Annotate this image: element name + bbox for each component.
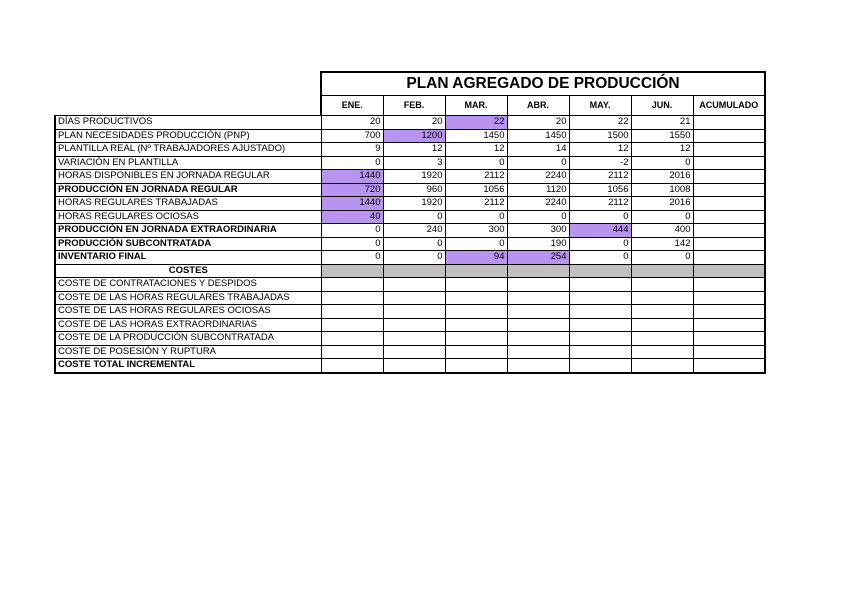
cost-cell[interactable]	[321, 359, 383, 373]
cost-label[interactable]: COSTE DE CONTRATACIONES Y DESPIDOS	[55, 278, 321, 292]
data-cell[interactable]: 0	[445, 210, 507, 224]
cost-cell[interactable]	[631, 291, 693, 305]
cost-cell[interactable]	[383, 305, 445, 319]
cost-cell[interactable]	[445, 332, 507, 346]
cost-cell[interactable]	[569, 291, 631, 305]
data-cell[interactable]: 20	[321, 116, 383, 130]
row-label[interactable]: PLAN NECESIDADES PRODUCCIÓN (PNP)	[55, 129, 321, 143]
row-label[interactable]: PRODUCCIÓN SUBCONTRATADA	[55, 237, 321, 251]
row-label[interactable]: HORAS REGULARES TRABAJADAS	[55, 197, 321, 211]
cost-cell[interactable]	[569, 332, 631, 346]
data-cell[interactable]: 2240	[507, 197, 569, 211]
column-header-feb[interactable]: FEB.	[383, 96, 445, 116]
cost-label[interactable]: COSTE TOTAL INCREMENTAL	[55, 359, 321, 373]
data-cell[interactable]: 0	[445, 237, 507, 251]
cost-cell[interactable]	[445, 359, 507, 373]
data-cell[interactable]: 0	[445, 156, 507, 170]
column-header-may[interactable]: MAY.	[569, 96, 631, 116]
table-row	[55, 143, 765, 157]
data-cell[interactable]: 1200	[383, 129, 445, 143]
data-cell[interactable]: 12	[383, 143, 445, 157]
data-cell[interactable]: 1056	[569, 183, 631, 197]
cost-row	[55, 291, 765, 305]
cost-row	[55, 332, 765, 346]
data-cell[interactable]: 190	[507, 237, 569, 251]
table-row	[55, 197, 765, 211]
table-row	[55, 170, 765, 184]
blank-cell	[55, 72, 321, 96]
cost-row	[55, 318, 765, 332]
data-cell[interactable]: 2112	[569, 170, 631, 184]
data-cell[interactable]: 0	[383, 210, 445, 224]
cost-cell[interactable]	[445, 318, 507, 332]
cost-cell[interactable]	[507, 278, 569, 292]
data-cell[interactable]: 3	[383, 156, 445, 170]
column-header-ene[interactable]: ENE.	[321, 96, 383, 116]
cost-cell[interactable]	[321, 332, 383, 346]
column-header-acumulado[interactable]: ACUMULADO	[693, 96, 765, 116]
cost-cell[interactable]	[693, 345, 765, 359]
cost-label[interactable]: COSTE DE LAS HORAS EXTRAORDINARIAS	[55, 318, 321, 332]
table-row	[55, 116, 765, 130]
cost-cell[interactable]	[321, 291, 383, 305]
cost-cell[interactable]	[693, 359, 765, 373]
data-cell[interactable]: 444	[569, 224, 631, 238]
table-row	[55, 210, 765, 224]
data-cell[interactable]	[693, 224, 765, 238]
data-cell[interactable]	[693, 116, 765, 130]
section-fill-cell[interactable]	[321, 264, 383, 278]
section-fill-cell[interactable]	[445, 264, 507, 278]
data-cell[interactable]: -2	[569, 156, 631, 170]
data-cell[interactable]: 0	[321, 156, 383, 170]
cost-cell[interactable]	[383, 332, 445, 346]
data-cell[interactable]: 0	[569, 237, 631, 251]
cost-cell[interactable]	[693, 305, 765, 319]
cost-cell[interactable]	[631, 318, 693, 332]
table-row	[55, 156, 765, 170]
data-cell[interactable]: 0	[631, 251, 693, 265]
cost-cell[interactable]	[507, 359, 569, 373]
cost-cell[interactable]	[693, 278, 765, 292]
data-cell[interactable]: 94	[445, 251, 507, 265]
data-cell[interactable]	[693, 210, 765, 224]
row-label[interactable]: PRODUCCIÓN EN JORNADA REGULAR	[55, 183, 321, 197]
data-cell[interactable]: 1450	[507, 129, 569, 143]
data-cell[interactable]: 1920	[383, 197, 445, 211]
column-header-mar[interactable]: MAR.	[445, 96, 507, 116]
data-cell[interactable]: 14	[507, 143, 569, 157]
data-cell[interactable]: 2016	[631, 170, 693, 184]
row-label[interactable]: HORAS REGULARES OCIOSAS	[55, 210, 321, 224]
data-cell[interactable]: 12	[445, 143, 507, 157]
cost-row	[55, 345, 765, 359]
cost-cell[interactable]	[507, 332, 569, 346]
data-cell[interactable]: 2112	[569, 197, 631, 211]
row-label[interactable]: PRODUCCIÓN EN JORNADA EXTRAORDINARIA	[55, 224, 321, 238]
data-cell[interactable]: 9	[321, 143, 383, 157]
data-cell[interactable]: 960	[383, 183, 445, 197]
data-cell[interactable]: 700	[321, 129, 383, 143]
data-cell[interactable]: 2016	[631, 197, 693, 211]
data-cell[interactable]: 0	[383, 237, 445, 251]
data-cell[interactable]: 300	[445, 224, 507, 238]
spreadsheet	[54, 71, 766, 374]
cost-cell[interactable]	[569, 345, 631, 359]
blank-cell	[55, 96, 321, 116]
data-cell[interactable]: 400	[631, 224, 693, 238]
table-row	[55, 237, 765, 251]
data-cell[interactable]: 22	[445, 116, 507, 130]
data-cell[interactable]: 0	[507, 156, 569, 170]
cost-row	[55, 305, 765, 319]
data-cell[interactable]: 2112	[445, 197, 507, 211]
cost-cell[interactable]	[383, 278, 445, 292]
row-label[interactable]: DÍAS PRODUCTIVOS	[55, 116, 321, 130]
table-row	[55, 183, 765, 197]
section-fill-cell[interactable]	[693, 264, 765, 278]
data-cell[interactable]	[693, 197, 765, 211]
cost-label[interactable]: COSTE DE LAS HORAS REGULARES OCIOSAS	[55, 305, 321, 319]
cost-cell[interactable]	[693, 318, 765, 332]
section-fill-cell[interactable]	[631, 264, 693, 278]
cost-cell[interactable]	[631, 359, 693, 373]
data-cell[interactable]	[693, 156, 765, 170]
cost-cell[interactable]	[445, 278, 507, 292]
data-cell[interactable]: 1120	[507, 183, 569, 197]
cost-cell[interactable]	[631, 278, 693, 292]
data-cell[interactable]: 22	[569, 116, 631, 130]
cost-cell[interactable]	[507, 345, 569, 359]
cost-cell[interactable]	[569, 318, 631, 332]
data-cell[interactable]: 0	[631, 156, 693, 170]
cost-cell[interactable]	[569, 278, 631, 292]
cost-cell[interactable]	[383, 345, 445, 359]
cost-cell[interactable]	[383, 318, 445, 332]
cost-cell[interactable]	[383, 291, 445, 305]
data-cell[interactable]: 0	[631, 210, 693, 224]
cost-cell[interactable]	[321, 318, 383, 332]
section-fill-cell[interactable]	[383, 264, 445, 278]
costs-section-row	[55, 264, 765, 278]
data-cell[interactable]: 0	[383, 251, 445, 265]
table-row	[55, 224, 765, 238]
data-cell[interactable]: 2112	[445, 170, 507, 184]
cost-cell[interactable]	[631, 345, 693, 359]
cost-cell[interactable]	[507, 291, 569, 305]
cost-cell[interactable]	[569, 305, 631, 319]
data-cell[interactable]	[693, 183, 765, 197]
data-cell[interactable]: 20	[507, 116, 569, 130]
cost-row	[55, 359, 765, 373]
data-cell[interactable]: 2240	[507, 170, 569, 184]
column-header-jun[interactable]: JUN.	[631, 96, 693, 116]
data-cell[interactable]: 1550	[631, 129, 693, 143]
data-cell[interactable]	[693, 170, 765, 184]
production-plan-table	[54, 71, 766, 374]
data-cell[interactable]: 1920	[383, 170, 445, 184]
row-label[interactable]: PLANTILLA REAL (Nº TRABAJADORES AJUSTADO)	[55, 143, 321, 157]
data-cell[interactable]: 12	[631, 143, 693, 157]
data-cell[interactable]: 12	[569, 143, 631, 157]
data-cell[interactable]	[693, 237, 765, 251]
data-cell[interactable]: 0	[321, 251, 383, 265]
row-label[interactable]: VARIACIÓN EN PLANTILLA	[55, 156, 321, 170]
cost-cell[interactable]	[321, 305, 383, 319]
cost-label[interactable]: COSTE DE POSESIÓN Y RUPTURA	[55, 345, 321, 359]
cost-cell[interactable]	[507, 305, 569, 319]
cost-cell[interactable]	[693, 332, 765, 346]
data-cell[interactable]: 20	[383, 116, 445, 130]
data-cell[interactable]: 0	[569, 210, 631, 224]
data-cell[interactable]: 1450	[445, 129, 507, 143]
data-cell[interactable]: 720	[321, 183, 383, 197]
row-label[interactable]: HORAS DISPONIBLES EN JORNADA REGULAR	[55, 170, 321, 184]
section-fill-cell[interactable]	[507, 264, 569, 278]
data-cell[interactable]: 21	[631, 116, 693, 130]
row-label[interactable]: INVENTARIO FINAL	[55, 251, 321, 265]
column-header-abr[interactable]: ABR.	[507, 96, 569, 116]
cost-cell[interactable]	[445, 291, 507, 305]
data-cell[interactable]: 0	[321, 224, 383, 238]
data-cell[interactable]: 1500	[569, 129, 631, 143]
cost-cell[interactable]	[693, 291, 765, 305]
data-cell[interactable]	[693, 129, 765, 143]
cost-cell[interactable]	[321, 345, 383, 359]
cost-cell[interactable]	[321, 278, 383, 292]
section-fill-cell[interactable]	[569, 264, 631, 278]
cost-cell[interactable]	[445, 345, 507, 359]
table-row	[55, 129, 765, 143]
cost-row	[55, 278, 765, 292]
table-row	[55, 251, 765, 265]
cost-label[interactable]: COSTE DE LA PRODUCCIÓN SUBCONTRATADA	[55, 332, 321, 346]
data-cell[interactable]: 1440	[321, 197, 383, 211]
data-cell[interactable]: 300	[507, 224, 569, 238]
data-cell[interactable]: 254	[507, 251, 569, 265]
cost-cell[interactable]	[631, 305, 693, 319]
data-cell[interactable]: 1440	[321, 170, 383, 184]
data-cell[interactable]: 1056	[445, 183, 507, 197]
cost-cell[interactable]	[569, 359, 631, 373]
data-cell[interactable]: 40	[321, 210, 383, 224]
data-cell[interactable]: 0	[569, 251, 631, 265]
data-cell[interactable]: 142	[631, 237, 693, 251]
cost-cell[interactable]	[383, 359, 445, 373]
cost-label[interactable]: COSTE DE LAS HORAS REGULARES TRABAJADAS	[55, 291, 321, 305]
costs-header[interactable]: COSTES	[55, 264, 321, 278]
data-cell[interactable]: 0	[507, 210, 569, 224]
cost-cell[interactable]	[445, 305, 507, 319]
sheet-title[interactable]: PLAN AGREGADO DE PRODUCCIÓN	[321, 72, 765, 96]
data-cell[interactable]: 0	[321, 237, 383, 251]
data-cell[interactable]: 240	[383, 224, 445, 238]
data-cell[interactable]: 1008	[631, 183, 693, 197]
data-cell[interactable]	[693, 251, 765, 265]
cost-cell[interactable]	[631, 332, 693, 346]
data-cell[interactable]	[693, 143, 765, 157]
cost-cell[interactable]	[507, 318, 569, 332]
